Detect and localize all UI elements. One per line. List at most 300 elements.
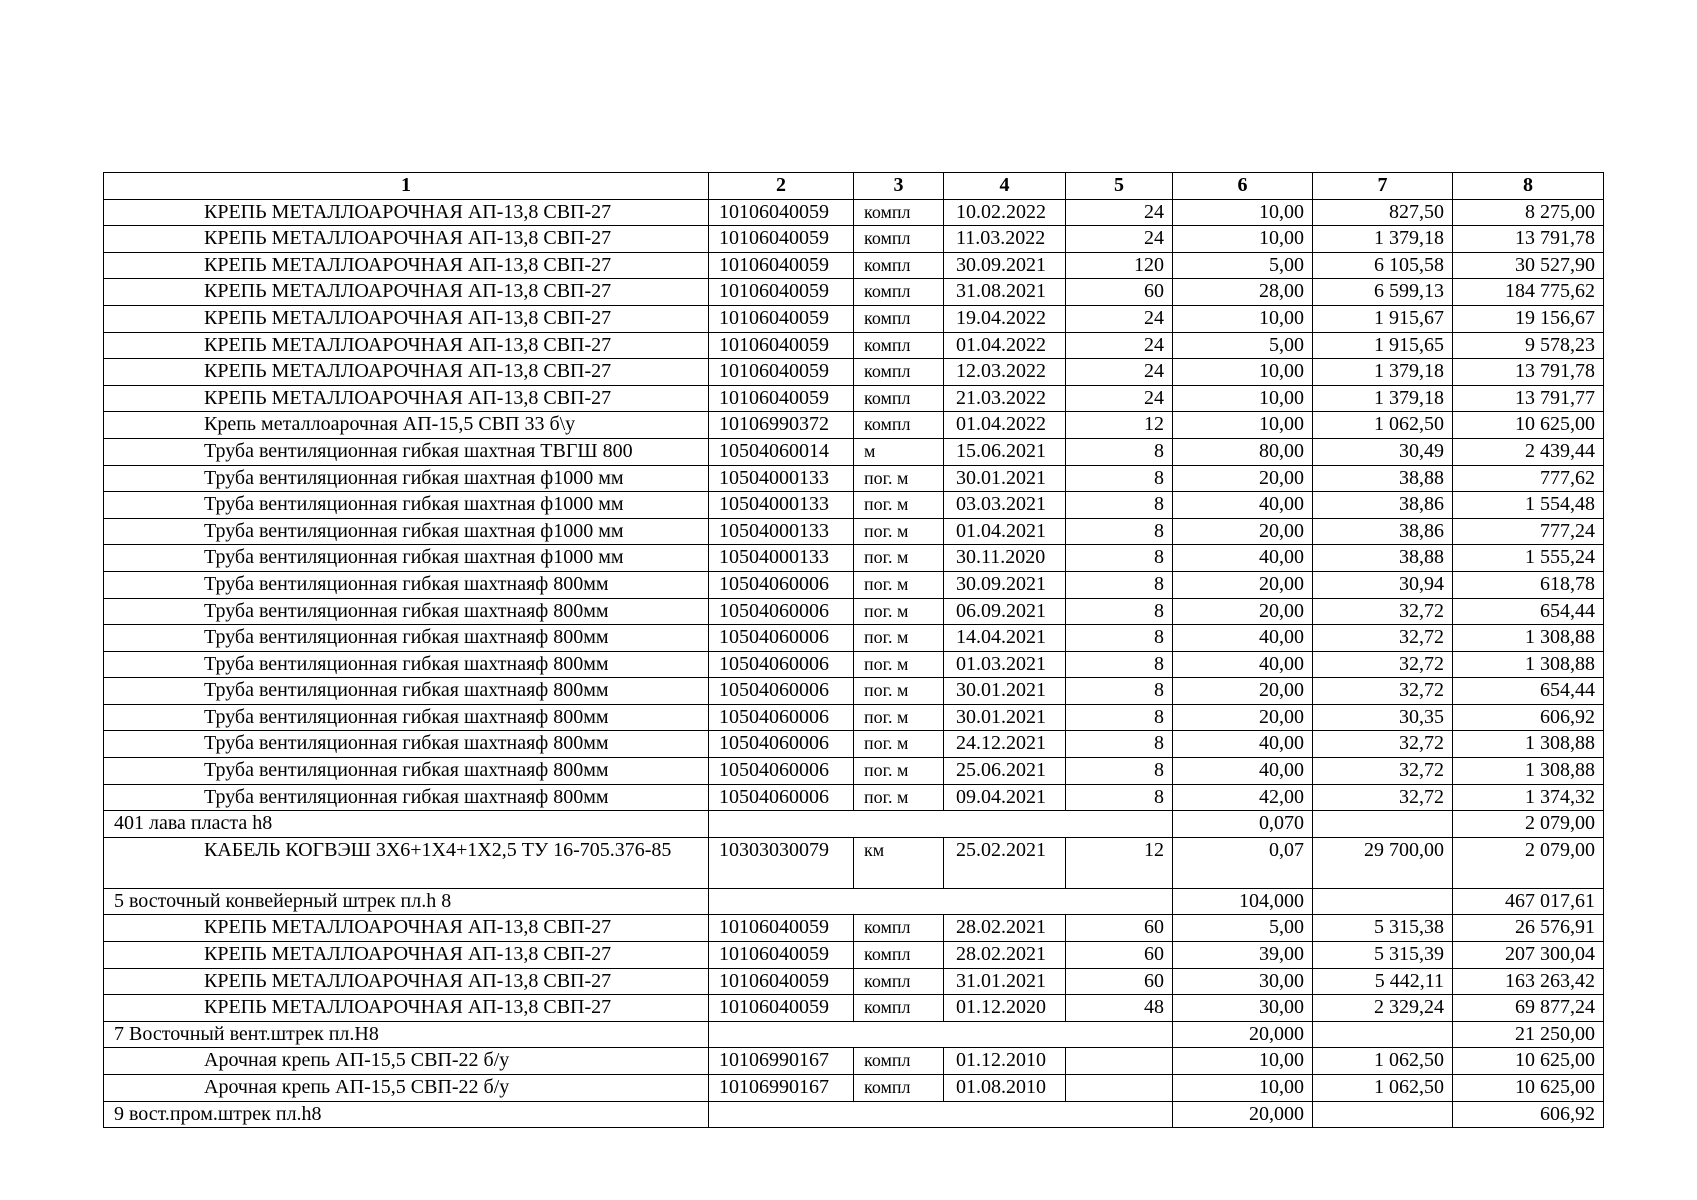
item-col5: 24 [1066, 199, 1173, 226]
item-sum: 8 275,00 [1453, 199, 1604, 226]
item-quantity: 5,00 [1173, 332, 1313, 359]
item-code: 10504000133 [709, 465, 854, 492]
item-quantity: 80,00 [1173, 438, 1313, 465]
item-name: КРЕПЬ МЕТАЛЛОАРОЧНАЯ АП-13,8 СВП-27 [104, 915, 709, 942]
item-price: 1 062,50 [1313, 1075, 1453, 1102]
group-row [104, 811, 1604, 838]
item-name: Арочная крепь АП-15,5 СВП-22 б/у [104, 1048, 709, 1075]
item-price: 38,88 [1313, 465, 1453, 492]
item-price: 38,88 [1313, 545, 1453, 572]
item-date: 01.04.2021 [944, 518, 1066, 545]
item-sum: 207 300,04 [1453, 942, 1604, 969]
item-sum: 777,62 [1453, 465, 1604, 492]
item-quantity: 5,00 [1173, 915, 1313, 942]
item-code: 10106040059 [709, 915, 854, 942]
item-price: 6 105,58 [1313, 252, 1453, 279]
item-unit: пог. м [854, 758, 944, 785]
item-sum: 19 156,67 [1453, 305, 1604, 332]
item-quantity: 0,07 [1173, 837, 1313, 888]
item-date: 01.04.2022 [944, 332, 1066, 359]
item-date: 01.04.2022 [944, 412, 1066, 439]
item-unit: пог. м [854, 704, 944, 731]
group-empty-cell [709, 1101, 1173, 1128]
group-quantity: 20,000 [1173, 1101, 1313, 1128]
item-code: 10106990372 [709, 412, 854, 439]
table-row [104, 545, 1604, 572]
item-quantity: 20,00 [1173, 704, 1313, 731]
table-row [104, 518, 1604, 545]
item-date: 01.12.2010 [944, 1048, 1066, 1075]
item-sum: 184 775,62 [1453, 279, 1604, 306]
item-price: 5 442,11 [1313, 968, 1453, 995]
item-unit: пог. м [854, 625, 944, 652]
item-date: 24.12.2021 [944, 731, 1066, 758]
item-date: 30.01.2021 [944, 704, 1066, 731]
item-code: 10106990167 [709, 1075, 854, 1102]
item-col5: 8 [1066, 678, 1173, 705]
item-quantity: 40,00 [1173, 758, 1313, 785]
item-sum: 654,44 [1453, 678, 1604, 705]
item-unit: пог. м [854, 545, 944, 572]
item-quantity: 20,00 [1173, 598, 1313, 625]
table-row [104, 1075, 1604, 1102]
item-unit: компл [854, 412, 944, 439]
table-row [104, 279, 1604, 306]
item-code: 10504060006 [709, 678, 854, 705]
item-code: 10504060006 [709, 704, 854, 731]
item-quantity: 10,00 [1173, 226, 1313, 253]
table-row [104, 942, 1604, 969]
group-quantity: 104,000 [1173, 888, 1313, 915]
item-code: 10504060006 [709, 598, 854, 625]
item-unit: компл [854, 995, 944, 1022]
item-code: 10504060006 [709, 625, 854, 652]
group-sum: 606,92 [1453, 1101, 1604, 1128]
group-name: 7 Восточный вент.штрек пл.Н8 [104, 1021, 709, 1048]
item-date: 21.03.2022 [944, 385, 1066, 412]
item-code: 10504000133 [709, 492, 854, 519]
item-sum: 1 554,48 [1453, 492, 1604, 519]
table-row [104, 359, 1604, 386]
item-code: 10303030079 [709, 837, 854, 888]
item-price: 32,72 [1313, 625, 1453, 652]
column-header-4: 4 [944, 173, 1066, 200]
item-col5: 60 [1066, 968, 1173, 995]
item-code: 10106040059 [709, 279, 854, 306]
item-name: КРЕПЬ МЕТАЛЛОАРОЧНАЯ АП-13,8 СВП-27 [104, 942, 709, 969]
item-col5: 8 [1066, 518, 1173, 545]
item-code: 10106040059 [709, 968, 854, 995]
item-date: 11.03.2022 [944, 226, 1066, 253]
table-row [104, 465, 1604, 492]
table-row [104, 1048, 1604, 1075]
item-sum: 2 079,00 [1453, 837, 1604, 888]
item-col5: 60 [1066, 279, 1173, 306]
item-quantity: 40,00 [1173, 625, 1313, 652]
column-header-2: 2 [709, 173, 854, 200]
item-date: 30.11.2020 [944, 545, 1066, 572]
table-row [104, 226, 1604, 253]
item-code: 10504060006 [709, 731, 854, 758]
item-col5: 24 [1066, 332, 1173, 359]
item-quantity: 5,00 [1173, 252, 1313, 279]
item-date: 30.01.2021 [944, 465, 1066, 492]
item-col5 [1066, 1075, 1173, 1102]
item-quantity: 10,00 [1173, 199, 1313, 226]
group-name: 5 восточный конвейерный штрек пл.h 8 [104, 888, 709, 915]
group-empty-price [1313, 1101, 1453, 1128]
item-date: 10.02.2022 [944, 199, 1066, 226]
item-name: Труба вентиляционная гибкая шахтная ф1000 мм [104, 518, 709, 545]
table-row [104, 199, 1604, 226]
item-name: Труба вентиляционная гибкая шахтнаяф 800мм [104, 758, 709, 785]
item-code: 10504060006 [709, 758, 854, 785]
item-unit: пог. м [854, 731, 944, 758]
item-price: 32,72 [1313, 731, 1453, 758]
item-col5 [1066, 1048, 1173, 1075]
item-unit: пог. м [854, 678, 944, 705]
item-code: 10504060006 [709, 784, 854, 811]
item-date: 01.08.2010 [944, 1075, 1066, 1102]
item-date: 09.04.2021 [944, 784, 1066, 811]
item-price: 30,35 [1313, 704, 1453, 731]
item-date: 30.01.2021 [944, 678, 1066, 705]
table-row [104, 332, 1604, 359]
item-sum: 10 625,00 [1453, 1048, 1604, 1075]
item-unit: пог. м [854, 784, 944, 811]
item-sum: 1 308,88 [1453, 625, 1604, 652]
item-name: КРЕПЬ МЕТАЛЛОАРОЧНАЯ АП-13,8 СВП-27 [104, 305, 709, 332]
item-name: Труба вентиляционная гибкая шахтная ф1000 мм [104, 465, 709, 492]
item-name: КАБЕЛЬ КОГВЭШ 3Х6+1Х4+1Х2,5 ТУ 16-705.376-85 [104, 837, 709, 888]
item-sum: 26 576,91 [1453, 915, 1604, 942]
item-code: 10106040059 [709, 226, 854, 253]
item-col5: 8 [1066, 571, 1173, 598]
table-row [104, 252, 1604, 279]
item-name: Труба вентиляционная гибкая шахтнаяф 800мм [104, 571, 709, 598]
item-code: 10106040059 [709, 305, 854, 332]
item-unit: компл [854, 279, 944, 306]
item-price: 2 329,24 [1313, 995, 1453, 1022]
item-date: 31.01.2021 [944, 968, 1066, 995]
group-row [104, 1101, 1604, 1128]
item-sum: 13 791,77 [1453, 385, 1604, 412]
item-code: 10504000133 [709, 545, 854, 572]
group-sum: 2 079,00 [1453, 811, 1604, 838]
item-name: Арочная крепь АП-15,5 СВП-22 б/у [104, 1075, 709, 1102]
item-name: Труба вентиляционная гибкая шахтнаяф 800мм [104, 678, 709, 705]
group-sum: 21 250,00 [1453, 1021, 1604, 1048]
table-row [104, 704, 1604, 731]
header-row [104, 173, 1604, 200]
item-quantity: 10,00 [1173, 1048, 1313, 1075]
item-name: Труба вентиляционная гибкая шахтнаяф 800мм [104, 704, 709, 731]
item-quantity: 30,00 [1173, 995, 1313, 1022]
item-col5: 24 [1066, 305, 1173, 332]
table-row [104, 837, 1604, 888]
item-unit: м [854, 438, 944, 465]
table-row [104, 915, 1604, 942]
column-header-6: 6 [1173, 173, 1313, 200]
item-sum: 10 625,00 [1453, 1075, 1604, 1102]
item-price: 30,49 [1313, 438, 1453, 465]
item-price: 32,72 [1313, 598, 1453, 625]
item-code: 10504060006 [709, 571, 854, 598]
item-name: КРЕПЬ МЕТАЛЛОАРОЧНАЯ АП-13,8 СВП-27 [104, 968, 709, 995]
item-name: КРЕПЬ МЕТАЛЛОАРОЧНАЯ АП-13,8 СВП-27 [104, 279, 709, 306]
item-col5: 24 [1066, 226, 1173, 253]
table-row [104, 625, 1604, 652]
item-price: 32,72 [1313, 651, 1453, 678]
item-col5: 8 [1066, 625, 1173, 652]
item-name: Труба вентиляционная гибкая шахтнаяф 800мм [104, 598, 709, 625]
item-quantity: 30,00 [1173, 968, 1313, 995]
item-sum: 654,44 [1453, 598, 1604, 625]
item-unit: км [854, 837, 944, 888]
item-price: 32,72 [1313, 678, 1453, 705]
group-row [104, 888, 1604, 915]
table-row [104, 651, 1604, 678]
item-quantity: 40,00 [1173, 492, 1313, 519]
group-quantity: 20,000 [1173, 1021, 1313, 1048]
group-empty-price [1313, 1021, 1453, 1048]
item-price: 1 379,18 [1313, 226, 1453, 253]
item-sum: 30 527,90 [1453, 252, 1604, 279]
item-price: 32,72 [1313, 758, 1453, 785]
item-sum: 1 308,88 [1453, 731, 1604, 758]
item-date: 06.09.2021 [944, 598, 1066, 625]
item-unit: компл [854, 915, 944, 942]
item-sum: 13 791,78 [1453, 359, 1604, 386]
item-quantity: 39,00 [1173, 942, 1313, 969]
item-price: 1 379,18 [1313, 385, 1453, 412]
item-price: 1 062,50 [1313, 412, 1453, 439]
item-sum: 606,92 [1453, 704, 1604, 731]
item-unit: пог. м [854, 492, 944, 519]
item-unit: компл [854, 1048, 944, 1075]
item-code: 10504000133 [709, 518, 854, 545]
item-quantity: 40,00 [1173, 545, 1313, 572]
item-price: 1 915,65 [1313, 332, 1453, 359]
item-date: 30.09.2021 [944, 571, 1066, 598]
item-quantity: 10,00 [1173, 412, 1313, 439]
item-date: 30.09.2021 [944, 252, 1066, 279]
item-unit: пог. м [854, 465, 944, 492]
item-sum: 1 308,88 [1453, 758, 1604, 785]
item-quantity: 20,00 [1173, 518, 1313, 545]
group-quantity: 0,070 [1173, 811, 1313, 838]
item-name: Труба вентиляционная гибкая шахтная ф1000 мм [104, 492, 709, 519]
table-row [104, 731, 1604, 758]
item-price: 1 379,18 [1313, 359, 1453, 386]
item-date: 03.03.2021 [944, 492, 1066, 519]
item-unit: пог. м [854, 571, 944, 598]
item-col5: 8 [1066, 492, 1173, 519]
table-row [104, 412, 1604, 439]
table-row [104, 571, 1604, 598]
item-price: 38,86 [1313, 518, 1453, 545]
item-sum: 2 439,44 [1453, 438, 1604, 465]
item-date: 25.02.2021 [944, 837, 1066, 888]
table-row [104, 968, 1604, 995]
item-sum: 9 578,23 [1453, 332, 1604, 359]
item-code: 10106040059 [709, 252, 854, 279]
group-empty-cell [709, 1021, 1173, 1048]
item-date: 01.03.2021 [944, 651, 1066, 678]
item-unit: пог. м [854, 518, 944, 545]
item-code: 10106040059 [709, 942, 854, 969]
item-unit: компл [854, 385, 944, 412]
item-quantity: 10,00 [1173, 359, 1313, 386]
item-col5: 8 [1066, 545, 1173, 572]
item-quantity: 20,00 [1173, 678, 1313, 705]
item-name: КРЕПЬ МЕТАЛЛОАРОЧНАЯ АП-13,8 СВП-27 [104, 332, 709, 359]
item-quantity: 10,00 [1173, 385, 1313, 412]
column-header-3: 3 [854, 173, 944, 200]
item-col5: 8 [1066, 438, 1173, 465]
item-col5: 48 [1066, 995, 1173, 1022]
item-date: 25.06.2021 [944, 758, 1066, 785]
item-col5: 60 [1066, 915, 1173, 942]
item-code: 10504060006 [709, 651, 854, 678]
item-sum: 1 374,32 [1453, 784, 1604, 811]
item-name: Крепь металлоарочная АП-15,5 СВП 33 б\у [104, 412, 709, 439]
item-unit: компл [854, 252, 944, 279]
item-price: 1 062,50 [1313, 1048, 1453, 1075]
item-unit: пог. м [854, 651, 944, 678]
group-empty-price [1313, 888, 1453, 915]
item-date: 01.12.2020 [944, 995, 1066, 1022]
table-row [104, 385, 1604, 412]
item-col5: 12 [1066, 412, 1173, 439]
item-quantity: 20,00 [1173, 465, 1313, 492]
item-quantity: 28,00 [1173, 279, 1313, 306]
item-date: 19.04.2022 [944, 305, 1066, 332]
item-unit: компл [854, 942, 944, 969]
item-name: Труба вентиляционная гибкая шахтнаяф 800мм [104, 731, 709, 758]
item-name: Труба вентиляционная гибкая шахтнаяф 800мм [104, 651, 709, 678]
item-code: 10106040059 [709, 995, 854, 1022]
item-price: 32,72 [1313, 784, 1453, 811]
item-name: КРЕПЬ МЕТАЛЛОАРОЧНАЯ АП-13,8 СВП-27 [104, 199, 709, 226]
table-row [104, 678, 1604, 705]
item-quantity: 42,00 [1173, 784, 1313, 811]
inventory-table [103, 172, 1604, 1128]
item-col5: 8 [1066, 731, 1173, 758]
item-sum: 618,78 [1453, 571, 1604, 598]
item-sum: 13 791,78 [1453, 226, 1604, 253]
item-col5: 12 [1066, 837, 1173, 888]
item-unit: компл [854, 305, 944, 332]
item-price: 827,50 [1313, 199, 1453, 226]
column-header-7: 7 [1313, 173, 1453, 200]
item-quantity: 40,00 [1173, 731, 1313, 758]
item-code: 10504060014 [709, 438, 854, 465]
group-empty-cell [709, 888, 1173, 915]
item-date: 28.02.2021 [944, 942, 1066, 969]
item-name: КРЕПЬ МЕТАЛЛОАРОЧНАЯ АП-13,8 СВП-27 [104, 226, 709, 253]
item-col5: 24 [1066, 385, 1173, 412]
group-name: 401 лава пласта h8 [104, 811, 709, 838]
item-date: 15.06.2021 [944, 438, 1066, 465]
table-body [104, 199, 1604, 1128]
column-header-1: 1 [104, 173, 709, 200]
table-row [104, 995, 1604, 1022]
item-col5: 8 [1066, 704, 1173, 731]
item-col5: 8 [1066, 598, 1173, 625]
item-sum: 1 555,24 [1453, 545, 1604, 572]
group-sum: 467 017,61 [1453, 888, 1604, 915]
item-col5: 120 [1066, 252, 1173, 279]
item-name: Труба вентиляционная гибкая шахтная ф1000 мм [104, 545, 709, 572]
item-price: 38,86 [1313, 492, 1453, 519]
item-name: КРЕПЬ МЕТАЛЛОАРОЧНАЯ АП-13,8 СВП-27 [104, 385, 709, 412]
item-quantity: 40,00 [1173, 651, 1313, 678]
item-date: 12.03.2022 [944, 359, 1066, 386]
item-date: 28.02.2021 [944, 915, 1066, 942]
item-code: 10106990167 [709, 1048, 854, 1075]
item-quantity: 10,00 [1173, 1075, 1313, 1102]
item-sum: 69 877,24 [1453, 995, 1604, 1022]
item-unit: компл [854, 1075, 944, 1102]
item-code: 10106040059 [709, 332, 854, 359]
item-unit: пог. м [854, 598, 944, 625]
item-sum: 10 625,00 [1453, 412, 1604, 439]
item-unit: компл [854, 226, 944, 253]
item-name: КРЕПЬ МЕТАЛЛОАРОЧНАЯ АП-13,8 СВП-27 [104, 252, 709, 279]
item-unit: компл [854, 968, 944, 995]
item-date: 31.08.2021 [944, 279, 1066, 306]
column-header-8: 8 [1453, 173, 1604, 200]
table-row [104, 784, 1604, 811]
item-col5: 60 [1066, 942, 1173, 969]
group-name: 9 вост.пром.штрек пл.h8 [104, 1101, 709, 1128]
item-price: 29 700,00 [1313, 837, 1453, 888]
item-code: 10106040059 [709, 385, 854, 412]
item-name: Труба вентиляционная гибкая шахтная ТВГШ 800 [104, 438, 709, 465]
item-quantity: 10,00 [1173, 305, 1313, 332]
table-row [104, 305, 1604, 332]
item-code: 10106040059 [709, 199, 854, 226]
item-price: 30,94 [1313, 571, 1453, 598]
item-col5: 8 [1066, 758, 1173, 785]
item-price: 1 915,67 [1313, 305, 1453, 332]
item-name: Труба вентиляционная гибкая шахтнаяф 800мм [104, 784, 709, 811]
table-row [104, 492, 1604, 519]
item-name: КРЕПЬ МЕТАЛЛОАРОЧНАЯ АП-13,8 СВП-27 [104, 995, 709, 1022]
item-price: 5 315,39 [1313, 942, 1453, 969]
item-name: КРЕПЬ МЕТАЛЛОАРОЧНАЯ АП-13,8 СВП-27 [104, 359, 709, 386]
item-unit: компл [854, 332, 944, 359]
item-price: 6 599,13 [1313, 279, 1453, 306]
item-date: 14.04.2021 [944, 625, 1066, 652]
item-code: 10106040059 [709, 359, 854, 386]
item-sum: 163 263,42 [1453, 968, 1604, 995]
item-unit: компл [854, 359, 944, 386]
item-sum: 777,24 [1453, 518, 1604, 545]
item-col5: 8 [1066, 784, 1173, 811]
table-row [104, 758, 1604, 785]
column-header-5: 5 [1066, 173, 1173, 200]
item-sum: 1 308,88 [1453, 651, 1604, 678]
group-row [104, 1021, 1604, 1048]
item-col5: 8 [1066, 651, 1173, 678]
item-quantity: 20,00 [1173, 571, 1313, 598]
table-row [104, 438, 1604, 465]
group-empty-price [1313, 811, 1453, 838]
item-unit: компл [854, 199, 944, 226]
item-name: Труба вентиляционная гибкая шахтнаяф 800мм [104, 625, 709, 652]
